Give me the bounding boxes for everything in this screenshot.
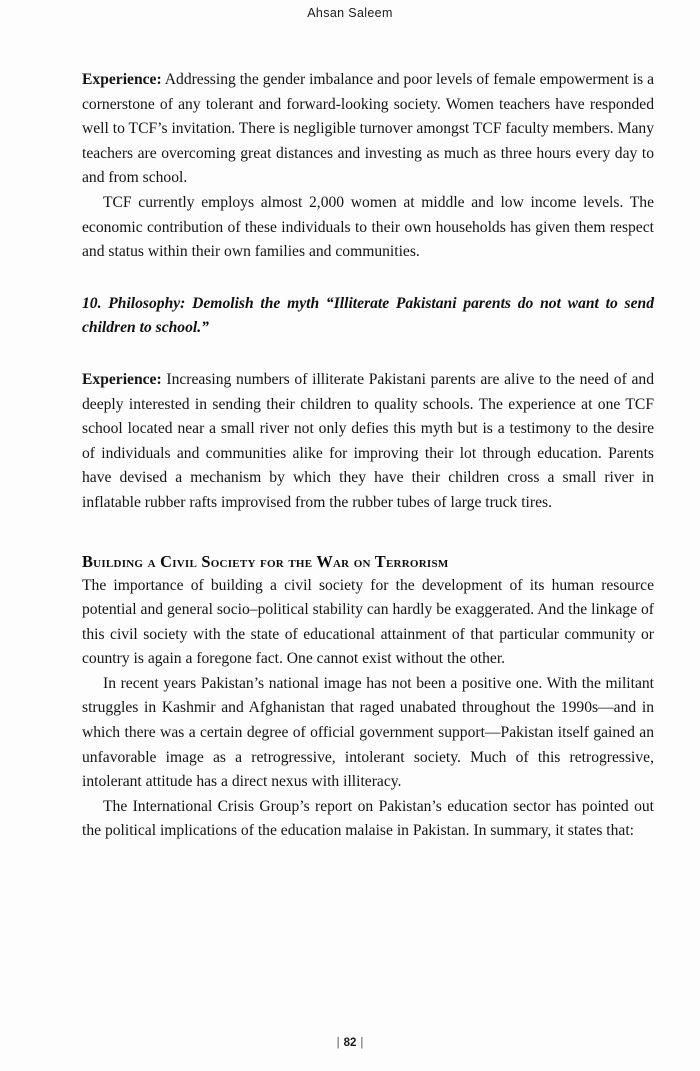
folio-rule-left: | <box>336 1037 340 1049</box>
running-head: Ahsan Saleem <box>307 6 393 20</box>
paragraph-icg-report: The International Crisis Group’s report on Pakistan’s education sector has pointed out the political implications of the education malaise in Pakistan. In summary, it states that: <box>82 797 654 840</box>
folio-rule-right: | <box>360 1037 364 1049</box>
paragraph-experience-2 <box>82 368 654 516</box>
experience-label: Experience: <box>82 71 162 88</box>
paragraph-tcf-employs: TCF currently employs almost 2,000 women at middle and low income levels. The economic contribution of these individuals to their own households has given them respect and status within their own families and communities. <box>82 193 654 261</box>
paragraph-civil-society: The importance of building a civil society for the development of its human resource potential and general socio–political stability can hardly be exaggerated. And the linkage of this civil society with the state of educational attainment of that particular community or country is again a foregone fact. One cannot exist without the other. <box>82 576 654 668</box>
experience-label: Experience: <box>82 370 162 388</box>
text-column <box>82 68 654 844</box>
heading-building-a-civil-society: Building a Civil Society for the War on Terrorism <box>82 551 449 571</box>
spacer <box>82 516 654 549</box>
paragraph-text: Increasing numbers of illiterate Pakistani parents are alive to the need of and deeply interested in sending their children to quality schools. The experience at one TCF school located near a small river not only defies this myth but is a testimony to the desire of individuals and communities alike for improving their lot through education. Parents have devised a mechanism by which they have their children cross a small river in inflatable rubber rafts improvised from the rubber tubes of large truck tires. <box>82 370 654 511</box>
spacer <box>82 341 654 368</box>
paragraph-text: Addressing the gender imbalance and poor levels of female empowerment is a cornerstone of any tolerant and forward-looking society. Women teachers have responded well to TCF’s invitation. There is negligible turnover amongst TCF faculty members. Many teachers are overcoming great distances and investing as much as three hours every day to and from school. <box>82 71 654 187</box>
heading-philosophy-10: 10. Philosophy: Demolish the myth “Illiterate Pakistani parents do not want to send children to school.” <box>82 294 654 337</box>
page-folio <box>0 1037 700 1049</box>
spacer <box>82 265 654 292</box>
paragraph-national-image: In recent years Pakistan’s national image has not been a positive one. With the militant struggles in Kashmir and Afghanistan that raged unabated throughout the 1990s—and in which there was a certain degree of official government support—Pakistan itself gained an unfavorable image as a retrogressive, intolerant society. Much of this retrogressive, intolerant attitude has a direct nexus with illiteracy. <box>82 674 654 791</box>
paragraph-experience-1 <box>82 68 654 191</box>
page-number: 82 <box>343 1037 357 1049</box>
